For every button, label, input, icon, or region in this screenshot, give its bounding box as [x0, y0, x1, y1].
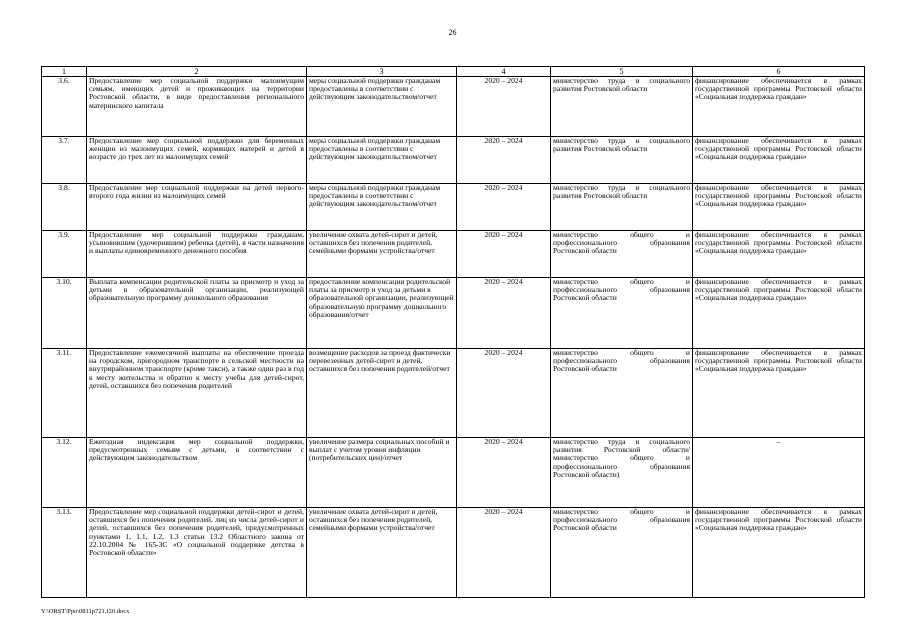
table-row [42, 349, 865, 438]
table-header-row [42, 67, 865, 77]
period: 2020 – 2024 [457, 508, 551, 598]
period: 2020 – 2024 [457, 184, 551, 231]
measure-text: Предоставление мер социальной поддержки детей-сирот и детей, оставшихся без попечения родителей, лиц из числа детей-сирот и детей, оставшихся без попечения родителей, предусмотренных пунктами 1, 1.1, 1.2, 1.3 статьи 13.2 Областного закона от 22.10.2004 № 165-ЗС «О социальной поддержке детства в Ростовской области» [87, 508, 307, 598]
measure-text: Предоставление мер социальной поддержки для беременных женщин из малоимущих семей, кормящих матерей и детей в возрасте до трех лет из малоимущих семей [87, 137, 307, 184]
row-number: 3.6. [42, 77, 87, 137]
measures-table [41, 66, 865, 598]
expected-result: возмещение расходов за проезд фактически перевезенных детей-сирот и детей, оставшихся без попечения родителей/отчет [307, 349, 457, 438]
note: финансирование обеспечивается в рамках государственной программы Ростовской области «Социальная поддержка граждан» [693, 77, 865, 137]
column-header: 3 [307, 67, 457, 77]
executor: министерство общего и профессионального образования Ростовской области [551, 278, 693, 349]
row-number: 3.8. [42, 184, 87, 231]
note: финансирование обеспечивается в рамках государственной программы Ростовской области «Социальная поддержка граждан» [693, 278, 865, 349]
executor: министерство труда и социального развития Ростовской области [551, 184, 693, 231]
column-header: 4 [457, 67, 551, 77]
row-number: 3.9. [42, 231, 87, 278]
row-number: 3.13. [42, 508, 87, 598]
column-header: 6 [693, 67, 865, 77]
file-path: Y:\ORST\Ppo\0811p721.f20.docx [41, 608, 130, 615]
executor: министерство труда и социального развития Ростовской области/министерство общего и профессионального образования Ростовской области) [551, 438, 693, 508]
period: 2020 – 2024 [457, 231, 551, 278]
measure-text: Предоставление мер социальной поддержки малоимущим семьям, имеющих детей и проживающих на территории Ростовской области, в виде предоставления регионального материнского капитала [87, 77, 307, 137]
executor: министерство общего и профессионального образования Ростовской области [551, 508, 693, 598]
table-row [42, 137, 865, 184]
executor: министерство общего и профессионального образования Ростовской области [551, 231, 693, 278]
table-row [42, 184, 865, 231]
note: финансирование обеспечивается в рамках государственной программы Ростовской области «Социальная поддержка граждан» [693, 137, 865, 184]
period: 2020 – 2024 [457, 77, 551, 137]
table-row [42, 508, 865, 598]
measure-text: Ежегодная индексация мер социальной поддержки, предусмотренных семьям с детьми, в соответствии с действующим законодательством [87, 438, 307, 508]
column-header: 5 [551, 67, 693, 77]
measure-text: Предоставление мер социальной поддержки гражданам, усыновившим (удочерившим) ребенка (детей), в части назначения и выплаты единовременного денежного пособия [87, 231, 307, 278]
page-number: 26 [448, 28, 457, 37]
table-row [42, 278, 865, 349]
note: финансирование обеспечивается в рамках государственной программы Ростовской области «Социальная поддержка граждан» [693, 231, 865, 278]
row-number: 3.11. [42, 349, 87, 438]
expected-result: увеличение охвата детей-сирот и детей, оставшихся без попечения родителей, семейными формами устройства/отчет [307, 508, 457, 598]
executor: министерство общего и профессионального образования Ростовской области [551, 349, 693, 438]
note: финансирование обеспечивается в рамках государственной программы Ростовской области «Социальная поддержка граждан» [693, 508, 865, 598]
expected-result: меры социальной поддержки гражданам предоставлены в соответствии с действующим законодательством/отчет [307, 77, 457, 137]
table-row [42, 231, 865, 278]
note: – [693, 438, 865, 508]
expected-result: меры социальной поддержки гражданам предоставлены в соответствии с действующим законодательством/отчет [307, 137, 457, 184]
period: 2020 – 2024 [457, 137, 551, 184]
expected-result: увеличение размера социальных пособий и выплат с учетом уровня инфляции (потребительских цен)/отчет [307, 438, 457, 508]
expected-result: предоставление компенсации родительской платы за присмотр и уход за детьми в образовательной организации, реализующей образовательную программу дошкольного образования/отчет [307, 278, 457, 349]
measure-text: Предоставление мер социальной поддержки на детей первого-второго года жизни из малоимущих семей [87, 184, 307, 231]
period: 2020 – 2024 [457, 349, 551, 438]
period: 2020 – 2024 [457, 438, 551, 508]
row-number: 3.10. [42, 278, 87, 349]
period: 2020 – 2024 [457, 278, 551, 349]
table-row [42, 438, 865, 508]
expected-result: увеличение охвата детей-сирот и детей, оставшихся без попечения родителей, семейными формами устройства/отчет [307, 231, 457, 278]
measure-text: Выплата компенсации родительской платы за присмотр и уход за детьми в образовательной организации, реализующей образовательную программу дошкольного образования [87, 278, 307, 349]
row-number: 3.7. [42, 137, 87, 184]
column-header: 1 [42, 67, 87, 77]
table-row [42, 77, 865, 137]
note: финансирование обеспечивается в рамках государственной программы Ростовской области «Социальная поддержка граждан» [693, 349, 865, 438]
executor: министерство труда и социального развития Ростовской области [551, 77, 693, 137]
expected-result: меры социальной поддержки гражданам предоставлены в соответствии с действующим законодательством/отчет [307, 184, 457, 231]
row-number: 3.12. [42, 438, 87, 508]
executor: министерство труда и социального развития Ростовской области [551, 137, 693, 184]
note: финансирование обеспечивается в рамках государственной программы Ростовской области «Социальная поддержка граждан» [693, 184, 865, 231]
measure-text: Предоставление ежемесячной выплаты на обеспечение проезда на городском, пригородном транспорте в сельской местности на внутрирайонном транспорте (кроме такси), а также один раз в год к месту жительства и обратно к месту учебы для детей-сирот, детей, оставшихся без попечения родителей [87, 349, 307, 438]
column-header: 2 [87, 67, 307, 77]
